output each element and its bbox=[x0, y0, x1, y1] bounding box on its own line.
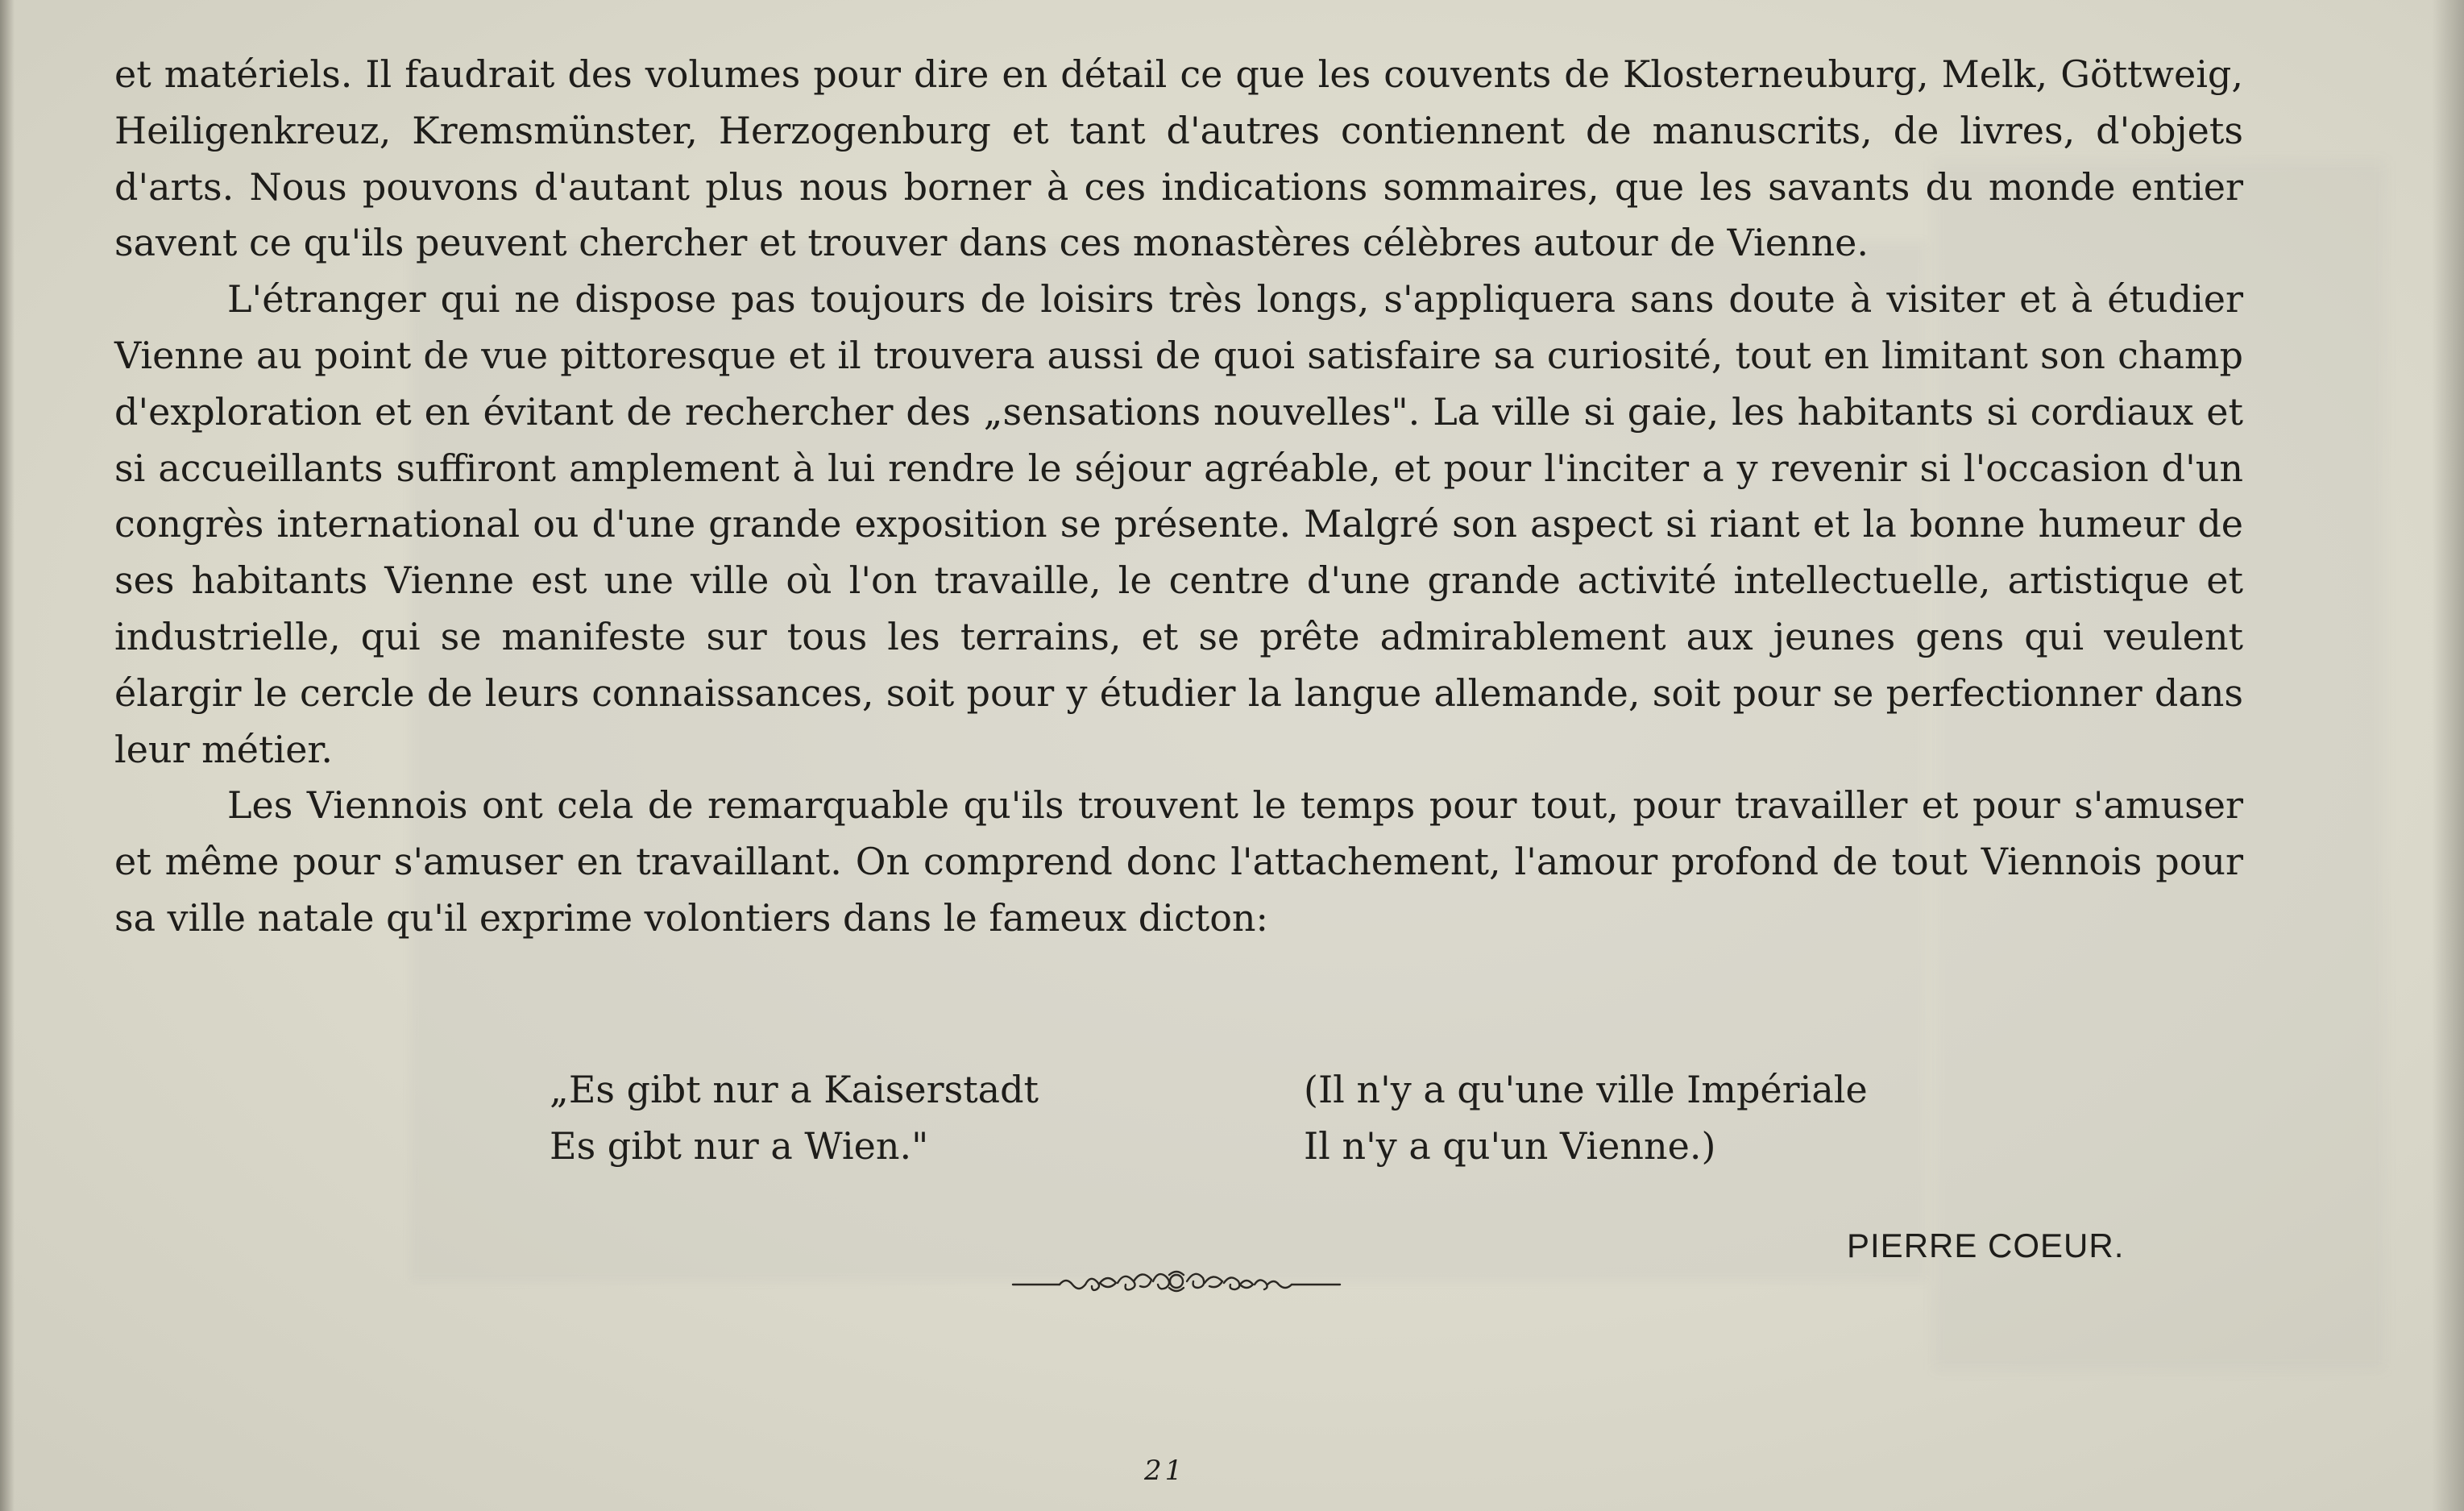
page-number: 21 bbox=[1144, 1455, 1186, 1487]
german-saying-line-1: „Es gibt nur a Kaiserstadt bbox=[550, 1068, 1039, 1111]
paragraph-1: et matériels. Il faudrait des volumes pour dire en détail ce que les couvents de Klosterneuburg, Melk, Göttweig, Heiligenkreuz, Kremsmünster, Herzogenburg et tant d'autres contiennent de manuscrits, de livres, d'objets d'arts. Nous pouvons d'autant plus nous borner à ces indications sommaires, que les savants du monde entier savent ce qu'ils peuvent chercher et trouver dans ces monastères célèbres autour de Vienne. bbox=[114, 52, 2243, 265]
french-translation-line-2: Il n'y a qu'un Vienne.) bbox=[1304, 1124, 1716, 1168]
floral-divider-icon bbox=[1011, 1265, 1342, 1301]
paragraph-3: Les Viennois ont cela de remarquable qu'ils trouvent le temps pour tout, pour travailler et pour s'amuser et même pour s'amuser en travaillant. On comprend donc l'attachement, l'amour profond de tout Viennois pour sa ville natale qu'il exprime volontiers dans le fameux dicton: bbox=[114, 783, 2243, 940]
paragraph-2: L'étranger qui ne dispose pas toujours de loisirs très longs, s'appliquera sans doute à visiter et à étudier Vienne au point de vue pittoresque et il trouvera aussi de quoi satisfaire sa curiosité, tout en limitant son champ d'exploration et en évitant de rechercher des „sensations nouvelles". La ville si gaie, les habitants si cordiaux et si accueillants suffiront amplement à lui rendre le séjour agréable, et pour l'inciter a y revenir si l'occasion d'un congrès international ou d'une grande exposition se présente. Malgré son aspect si riant et la bonne humeur de ses habitants Vienne est une ville où l'on travaille, le centre d'une grande activité intellectuelle, artistique et industrielle, qui se manifeste sur tous les terrains, et se prête admirablement aux jeunes gens qui veulent élargir le cercle de leurs connaissances, soit pour y étudier la langue allemande, soit pour se perfectionner dans leur métier. bbox=[114, 277, 2243, 771]
body-text bbox=[114, 47, 2243, 947]
binding-gutter bbox=[0, 0, 15, 1511]
german-saying bbox=[550, 1061, 1039, 1174]
page-edge bbox=[2432, 0, 2464, 1511]
french-translation bbox=[1304, 1061, 1868, 1174]
german-saying-line-2: Es gibt nur a Wien." bbox=[550, 1124, 929, 1168]
author-signature: PIERRE COEUR. bbox=[1847, 1227, 2125, 1264]
french-translation-line-1: (Il n'y a qu'une ville Impériale bbox=[1304, 1068, 1868, 1111]
